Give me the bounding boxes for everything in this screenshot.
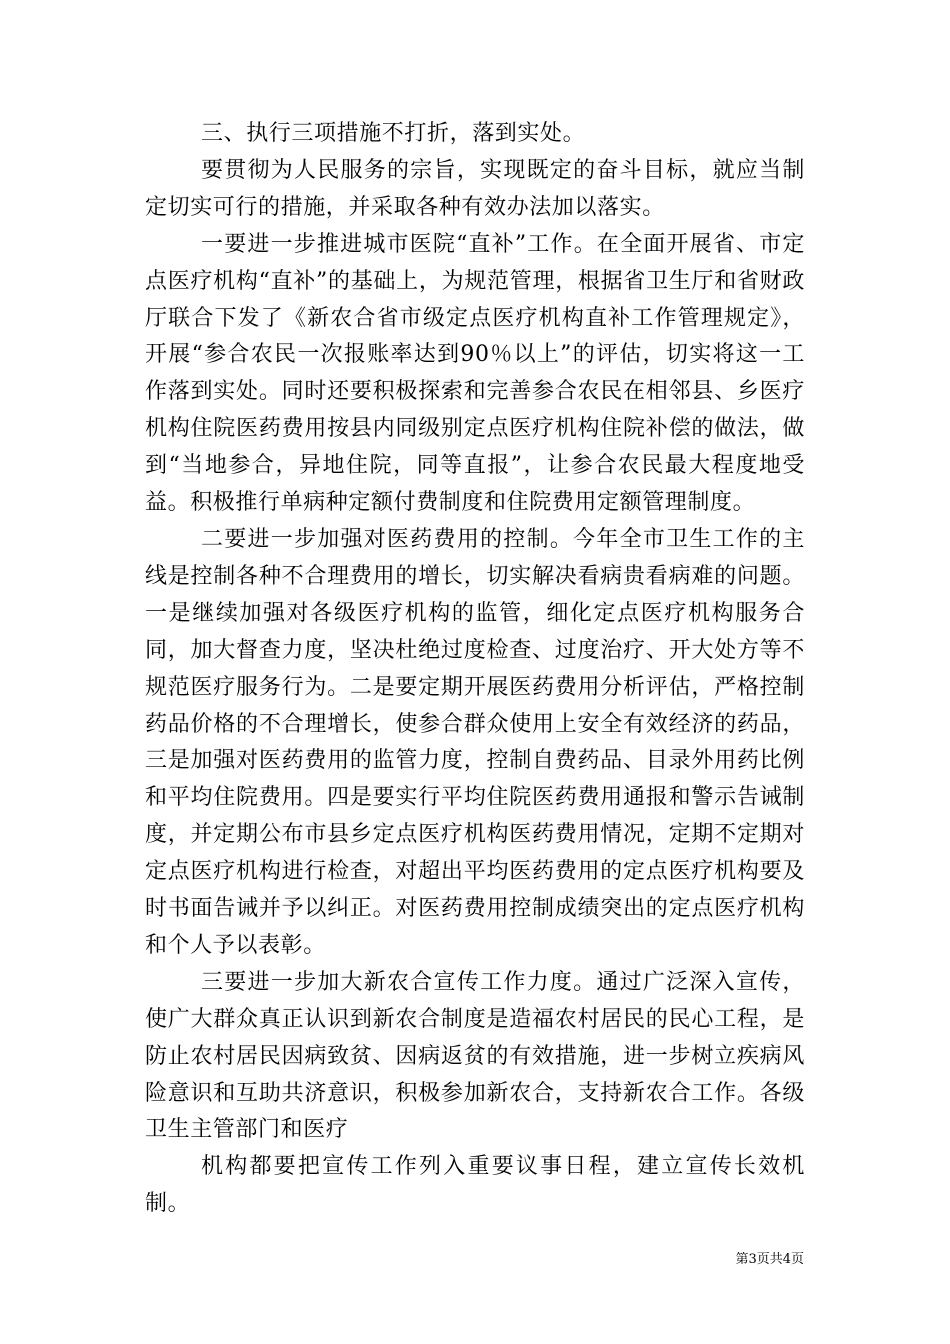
heading-paragraph: 三、执行三项措施不打折，落到实处。 [201,121,586,146]
intro-paragraph: 要贯彻为人民服务的宗旨，实现既定的奋斗目标，就应当制定切实可行的措施，并采取各种有效办法加以落实。 [145,157,805,220]
document-body [145,116,805,1223]
cost-control-paragraph: 二要进一步加强对医药费用的控制。今年全市卫生工作的主线是控制各种不合理费用的增长，切实解决看病贵看病难的问题。一是继续加强对各级医疗机构的监管，细化定点医疗机构服务合同，加大督查力度，坚决杜绝过度检查、过度治疗、开大处方等不规范医疗服务行为。二是要定期开展医药费用分析评估，严格控制药品价格的不合理增长，使参合群众使用上安全有效经济的药品，三是加强对医药费用的监管力度，控制自费药品、目录外用药比例和平均住院费用。四是要实行平均住院医药费用通报和警示告诫制度，并定期公布市县乡定点医疗机构医药费用情况，定期不定期对定点医疗机构进行检查，对超出平均医药费用的定点医疗机构要及时书面告诫并予以纠正。对医药费用控制成绩突出的定点医疗机构和个人予以表彰。 [145,526,805,958]
closing-paragraph: 机构都要把宣传工作列入重要议事日程，建立宣传长效机制。 [145,1154,805,1217]
direct-subsidy-paragraph: 一要进一步推进城市医院“直补”工作。在全面开展省、市定点医疗机构“直补”的基础上，为规范管理，根据省卫生厅和省财政厅联合下发了《新农合省市级定点医疗机构直补工作管理规定》，开展“参合农民一次报账率达到90％以上”的评估，切实将这一工作落到实处。同时还要积极探索和完善参合农民在相邻县、乡医疗机构住院医药费用按县内同级别定点医疗机构住院补偿的做法，做到“当地参合，异地住院，同等直报”，让参合农民最大程度地受益。积极推行单病种定额付费制度和住院费用定额管理制度。 [145,231,805,516]
page-number: 第3页共4页 [735,1252,804,1267]
publicity-paragraph: 三要进一步加大新农合宣传工作力度。通过广泛深入宣传，使广大群众真正认识到新农合制度是造福农村居民的民心工程，是防止农村居民因病致贫、因病返贫的有效措施，进一步树立疾病风险意识和互助共济意识，积极参加新农合，支持新农合工作。各级卫生主管部门和医疗 [145,969,805,1143]
